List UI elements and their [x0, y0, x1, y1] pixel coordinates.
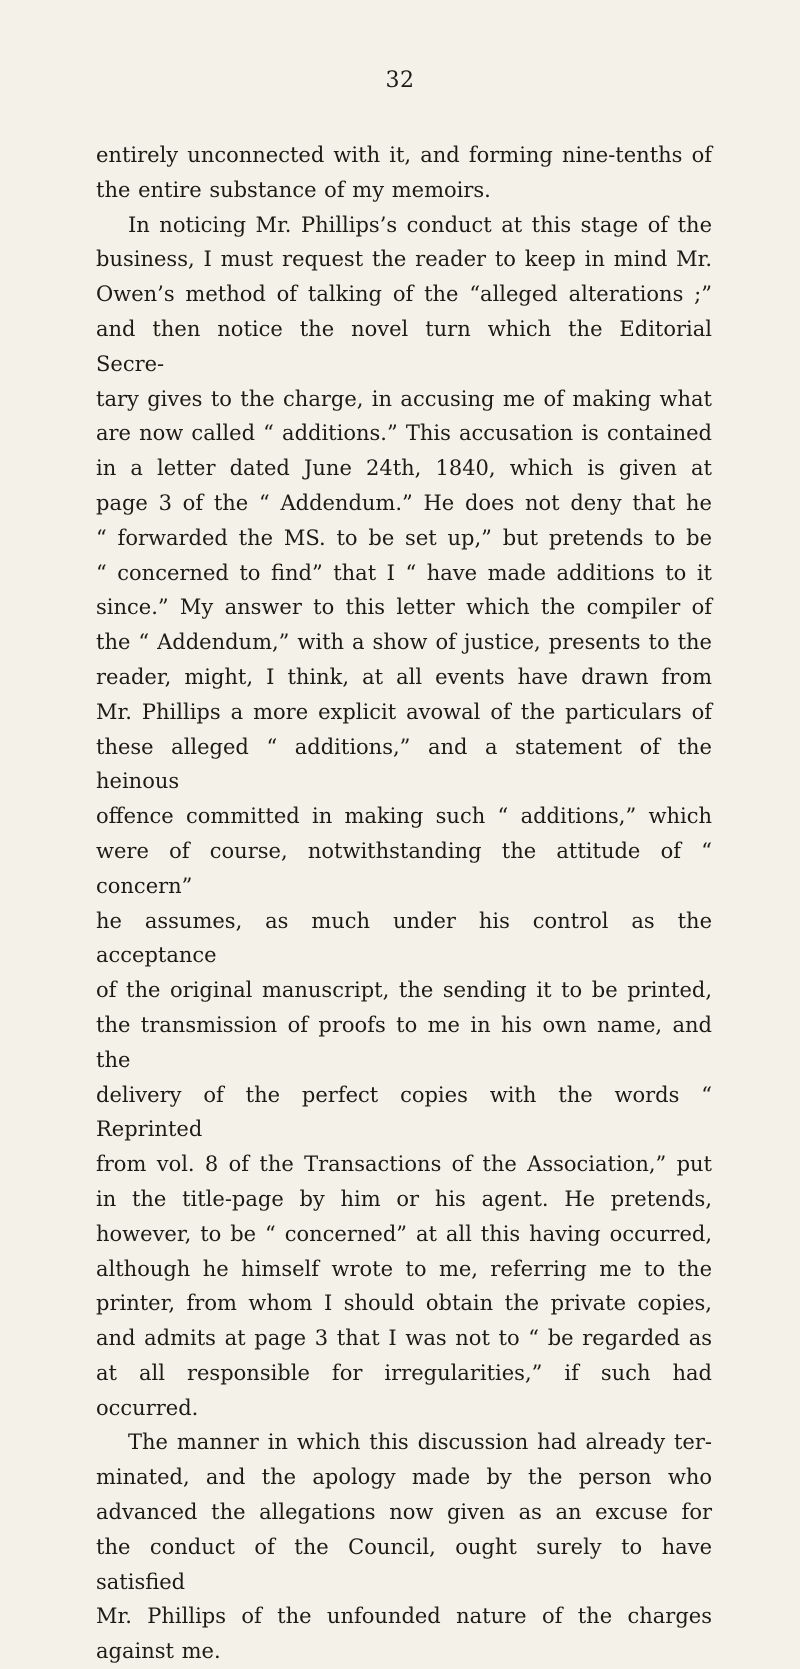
text-line: in a letter dated June 24th, 1840, which is given at: [96, 456, 712, 481]
page-text: [96, 138, 712, 1669]
text-line: and admits at page 3 that I was not to “ be regarded as: [96, 1326, 712, 1351]
text-line: since.” My answer to this letter which the compiler of: [96, 595, 712, 620]
text-line: Mr. Phillips of the unfounded nature of the charges: [96, 1604, 712, 1629]
text-line: delivery of the perfect copies with the words “ Reprinted: [96, 1082, 712, 1142]
text-line: reader, might, I think, at all events have drawn from: [96, 664, 712, 689]
text-line: “ concerned to find” that I “ have made additions to it: [96, 560, 712, 585]
text-line: against me.: [96, 1639, 221, 1664]
page-number: 32: [385, 68, 415, 93]
text-line: he assumes, as much under his control as the acceptance: [96, 908, 712, 968]
text-line: printer, from whom I should obtain the private copies,: [96, 1291, 712, 1316]
text-line: business, I must request the reader to keep in mind Mr.: [96, 247, 712, 272]
text-line: The manner in which this discussion had already ter-: [128, 1430, 712, 1455]
text-line: however, to be “ concerned” at all this having occurred,: [96, 1221, 712, 1246]
text-line: the conduct of the Council, ought surely to have satisfied: [96, 1534, 712, 1594]
text-line: and then notice the novel turn which the Editorial Secre-: [96, 316, 712, 376]
text-line: at all responsible for irregularities,” if such had occurred.: [96, 1360, 712, 1420]
text-line: page 3 of the “ Addendum.” He does not deny that he: [96, 490, 712, 515]
text-line: were of course, notwithstanding the attitude of “ concern”: [96, 838, 712, 898]
text-line: “ forwarded the MS. to be set up,” but pretends to be: [96, 525, 712, 550]
text-line: Owen’s method of talking of the “alleged alterations ;”: [96, 282, 712, 307]
paragraph-3: [96, 1425, 712, 1669]
text-line: advanced the allegations now given as an excuse for: [96, 1500, 712, 1525]
paragraph-2: [96, 208, 712, 1426]
text-line: entirely unconnected with it, and forming nine-tenths of: [96, 143, 712, 167]
paragraph-1: [96, 138, 712, 208]
text-line: the transmission of proofs to me in his own name, and the: [96, 1012, 712, 1072]
text-line: from vol. 8 of the Transactions of the Association,” put: [96, 1152, 712, 1177]
text-line: of the original manuscript, the sending it to be printed,: [96, 978, 712, 1003]
text-line: Mr. Phillips a more explicit avowal of the particulars of: [96, 699, 712, 724]
text-line: the “ Addendum,” with a show of justice, presents to the: [96, 630, 712, 655]
text-line: In noticing Mr. Phillips’s conduct at this stage of the: [128, 212, 712, 237]
text-line: these alleged “ additions,” and a statement of the heinous: [96, 734, 712, 794]
text-line: in the title-page by him or his agent. He pretends,: [96, 1186, 712, 1211]
text-line: offence committed in making such “ additions,” which: [96, 804, 712, 829]
text-line: minated, and the apology made by the person who: [96, 1465, 712, 1490]
text-line: although he himself wrote to me, referring me to the: [96, 1256, 712, 1281]
text-line: the entire substance of my memoirs.: [96, 177, 491, 202]
text-line: tary gives to the charge, in accusing me of making what: [96, 386, 712, 411]
text-line: are now called “ additions.” This accusation is contained: [96, 421, 712, 446]
